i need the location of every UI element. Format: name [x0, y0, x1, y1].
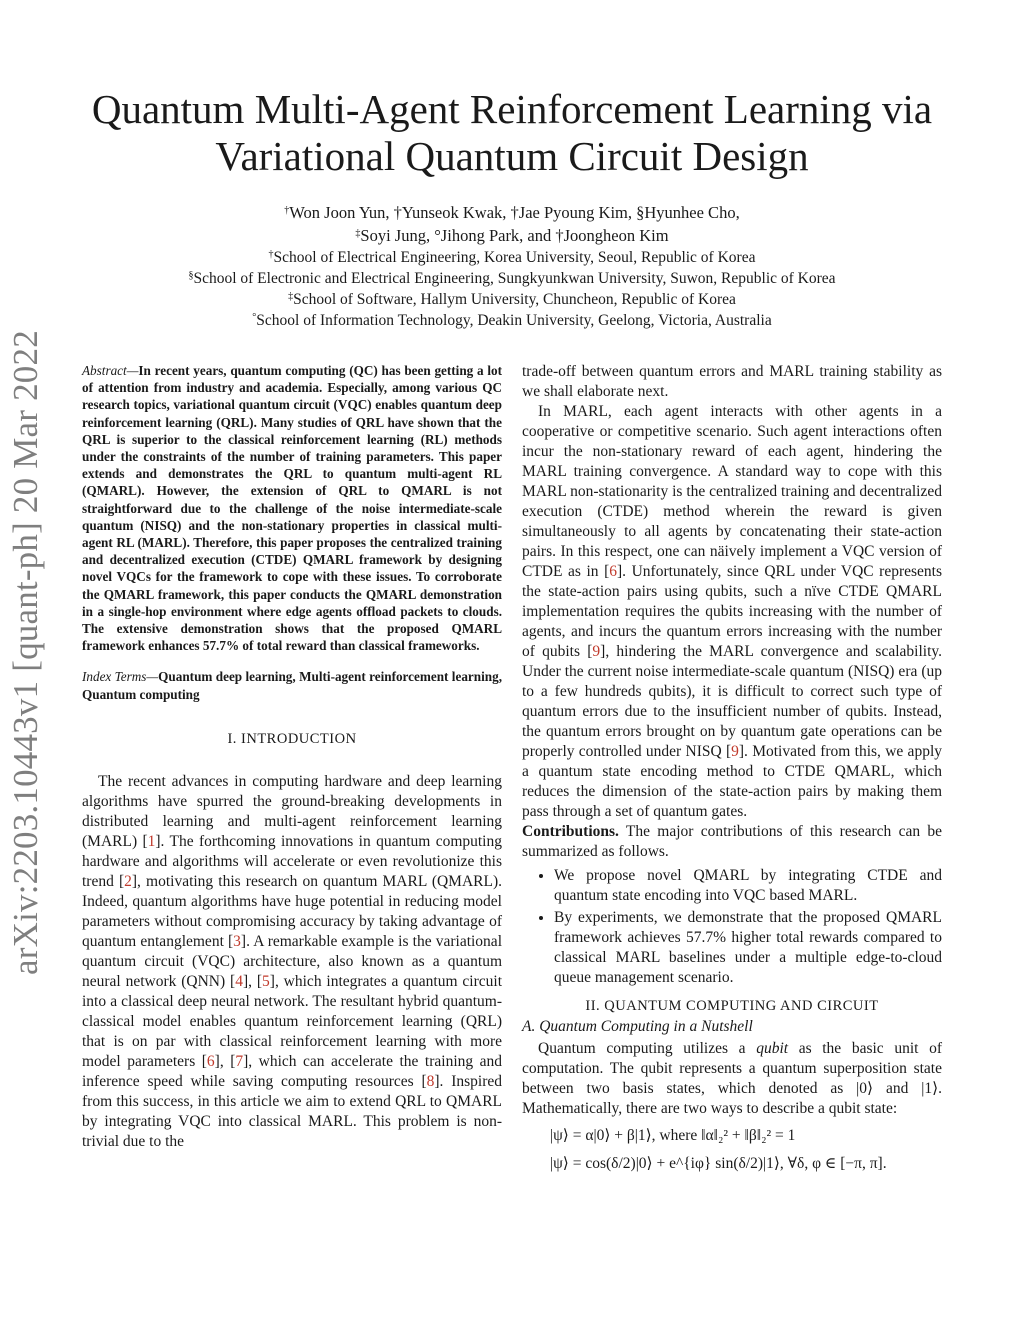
- citation-link[interactable]: 2: [124, 872, 132, 890]
- section-2-heading: II. QUANTUM COMPUTING AND CIRCUIT: [585, 998, 879, 1014]
- abstract-text: In recent years, quantum computing (QC) has been getting a lot of attention from industry and academia. Especially, among various QC research topics, variational quantum circuit (VQC) enables quantum deep reinforcement learning (QRL). Many studies of QRL have shown that the QRL is superior to the classical reinforcement learning (RL) methods under the constraints of the number of training parameters. This paper extends and demonstrates the QRL to quantum multi-agent RL (QMARL). However, the extension of QRL to QMARL is not straightforward due to the challenge of the noise intermediate-scale quantum (NISQ) and the non-stationary properties in classical multi-agent RL (MARL). Therefore, this paper proposes the centralized training and decentralized execution (CTDE) QMARL framework by designing novel VQCs for the framework to cope with these issues. To corroborate the QMARL framework, this paper conducts the QMARL demonstration in a single-hop environment where edge agents offload packets to clouds. The extensive demonstration shows that the proposed QMARL framework enhances 57.7% of total reward than classical frameworks.: [82, 363, 502, 654]
- contributions-list: [522, 866, 942, 988]
- citation-link[interactable]: 8: [426, 1072, 435, 1090]
- citation-link[interactable]: 7: [235, 1052, 244, 1070]
- ddagger-mark: ‡: [355, 228, 361, 239]
- intro-paragraph: The recent advances in computing hardware and deep learning algorithms have spurred the ground-breaking developments in distributed learning and multi-agent reinforcement learning (MARL) [1]. The forthcoming innovations in quantum computing hardware and algorithms will accelerate or even revolutionize this trend [2], motivating this research on quantum MARL (QMARL). Indeed, quantum algorithms have huge potential in reducing model parameters without compromising accuracy by taking advantage of quantum entanglement [3]. A remarkable example is the variational quantum circuit (VQC) architecture, also known as a quantum neural network (QNN) [4], [5], which integrates a quantum circuit into a classical deep neural network. The resultant hybrid quantum-classical model enables quantum reinforcement learning (QRL) that is on par with classical reinforcement learning with more model parameters [6], [7], which can accelerate the training and inference speed while saving computing resources [8]. Inspired from this success, in this article we aim to extend QRL to QMARL by integrating VQC into classical MARL. This problem is non-trivial due to the: [82, 772, 503, 1150]
- dagger-mark: †: [284, 205, 290, 216]
- authors-line-2: ‡Soyi Jung, °Jihong Park, and †Joongheon Kim: [355, 226, 669, 245]
- qubit-paragraph: Quantum computing utilizes a qubit as the basic unit of computation. The qubit represents a quantum superposition state between two basis states, which denoted as |0⟩ and |1⟩. Mathematically, there are two ways to describe a qubit state:: [522, 1040, 942, 1117]
- citation-link[interactable]: 3: [233, 932, 241, 950]
- citation-link[interactable]: 6: [609, 563, 617, 580]
- citation-link[interactable]: 4: [235, 972, 243, 990]
- index-terms-heading: Index Terms—: [82, 669, 159, 685]
- citation-link[interactable]: 5: [262, 972, 270, 990]
- title-line-1: Quantum Multi-Agent Reinforcement Learning via: [91, 86, 933, 132]
- affiliation-4: °School of Information Technology, Deakin University, Geelong, Victoria, Australia: [252, 312, 772, 329]
- title-line-2: Variational Quantum Circuit Design: [215, 133, 809, 179]
- list-item: • By experiments, we demonstrate that the proposed QMARL framework achieves 57.7% higher total rewards compared to classical MARL baselines under a multiple edge-to-cloud queue management scenario.: [554, 908, 942, 988]
- right-column: [522, 362, 942, 1175]
- contributions-paragraph: Contributions. The major contributions of this research can be summarized as follows.: [522, 823, 942, 860]
- citation-link[interactable]: 9: [731, 743, 739, 760]
- continued-paragraph: trade-off between quantum errors and MARL training stability as we shall elaborate next.: [522, 363, 942, 400]
- arxiv-sidebar-id: arXiv:2203.10443v1 [quant-ph] 20 Mar 2022: [6, 330, 45, 975]
- equation-2: |ψ⟩ = cos(δ/2)|0⟩ + e^{iφ} sin(δ/2)|1⟩, ∀δ, φ ∈ [−π, π].: [550, 1155, 887, 1172]
- affiliation-3: ‡School of Software, Hallym University, Chuncheon, Republic of Korea: [288, 291, 736, 308]
- contributions-label: Contributions.: [522, 823, 619, 840]
- citation-link[interactable]: 9: [592, 643, 601, 660]
- subsection-heading: A. Quantum Computing in a Nutshell: [522, 1018, 753, 1035]
- authors-line-1: †Won Joon Yun, †Yunseok Kwak, †Jae Pyoung Kim, §Hyunhee Cho,: [284, 203, 740, 222]
- citation-link[interactable]: 1: [147, 832, 156, 850]
- intro-heading: I. INTRODUCTION: [227, 730, 357, 747]
- author-block: [60, 201, 964, 331]
- marl-paragraph: In MARL, each agent interacts with other agents in a cooperative or competitive scenario. Such agent interactions often incur the non-stationary reward of each agent, hindering the MARL training convergence. A standard way to cope with this MARL non-stationarity is the centralized training and decentralized execution (CTDE) method wherein the reward is given simultaneously to all agents by concatenating their state-action pairs. In this respect, one can näively implement a VQC version of CTDE as in [6]. Unfortunately, since QRL under VQC represents the state-action pairs using qubits, such a nïve CTDE QMARL implementation requires the qubits increasing with the number of agents, and incurs the quantum errors increasing with the number of qubits [9], hindering the MARL convergence and scalability. Under the current noise intermediate-scale quantum (NISQ) era (up to a few hundreds qubits), it is difficult to correct such type of quantum errors due to the insufficient number of qubits. Instead, the quantum errors brought on by quantum gate operations can be properly controlled under NISQ [9]. Motivated from this, we apply a quantum state encoding method to CTDE QMARL, which reduces the dimension of the state-action pairs by making them pass through a set of quantum gates.: [522, 403, 942, 820]
- equation-1: |ψ⟩ = α|0⟩ + β|1⟩, where ‖α‖₂² + ‖β‖₂² = 1: [550, 1127, 796, 1144]
- index-terms: [82, 668, 502, 702]
- abstract-heading: Abstract—: [82, 363, 139, 378]
- paper-title: [60, 86, 964, 180]
- citation-link[interactable]: 6: [206, 1052, 215, 1070]
- index-terms-text: Quantum deep learning, Multi-agent reinforcement learning, Quantum computing: [82, 669, 502, 702]
- affiliation-1: †School of Electrical Engineering, Korea University, Seoul, Republic of Korea: [268, 249, 756, 266]
- affiliation-2: §School of Electronic and Electrical Engineering, Sungkyunkwan University, Suwon, Republic of Korea: [188, 270, 836, 287]
- list-item: • We propose novel QMARL by integrating CTDE and quantum state encoding into VQC based MARL.: [554, 866, 942, 906]
- left-column: [82, 362, 502, 1152]
- qubit-term: qubit: [756, 1040, 789, 1057]
- abstract: [82, 362, 502, 654]
